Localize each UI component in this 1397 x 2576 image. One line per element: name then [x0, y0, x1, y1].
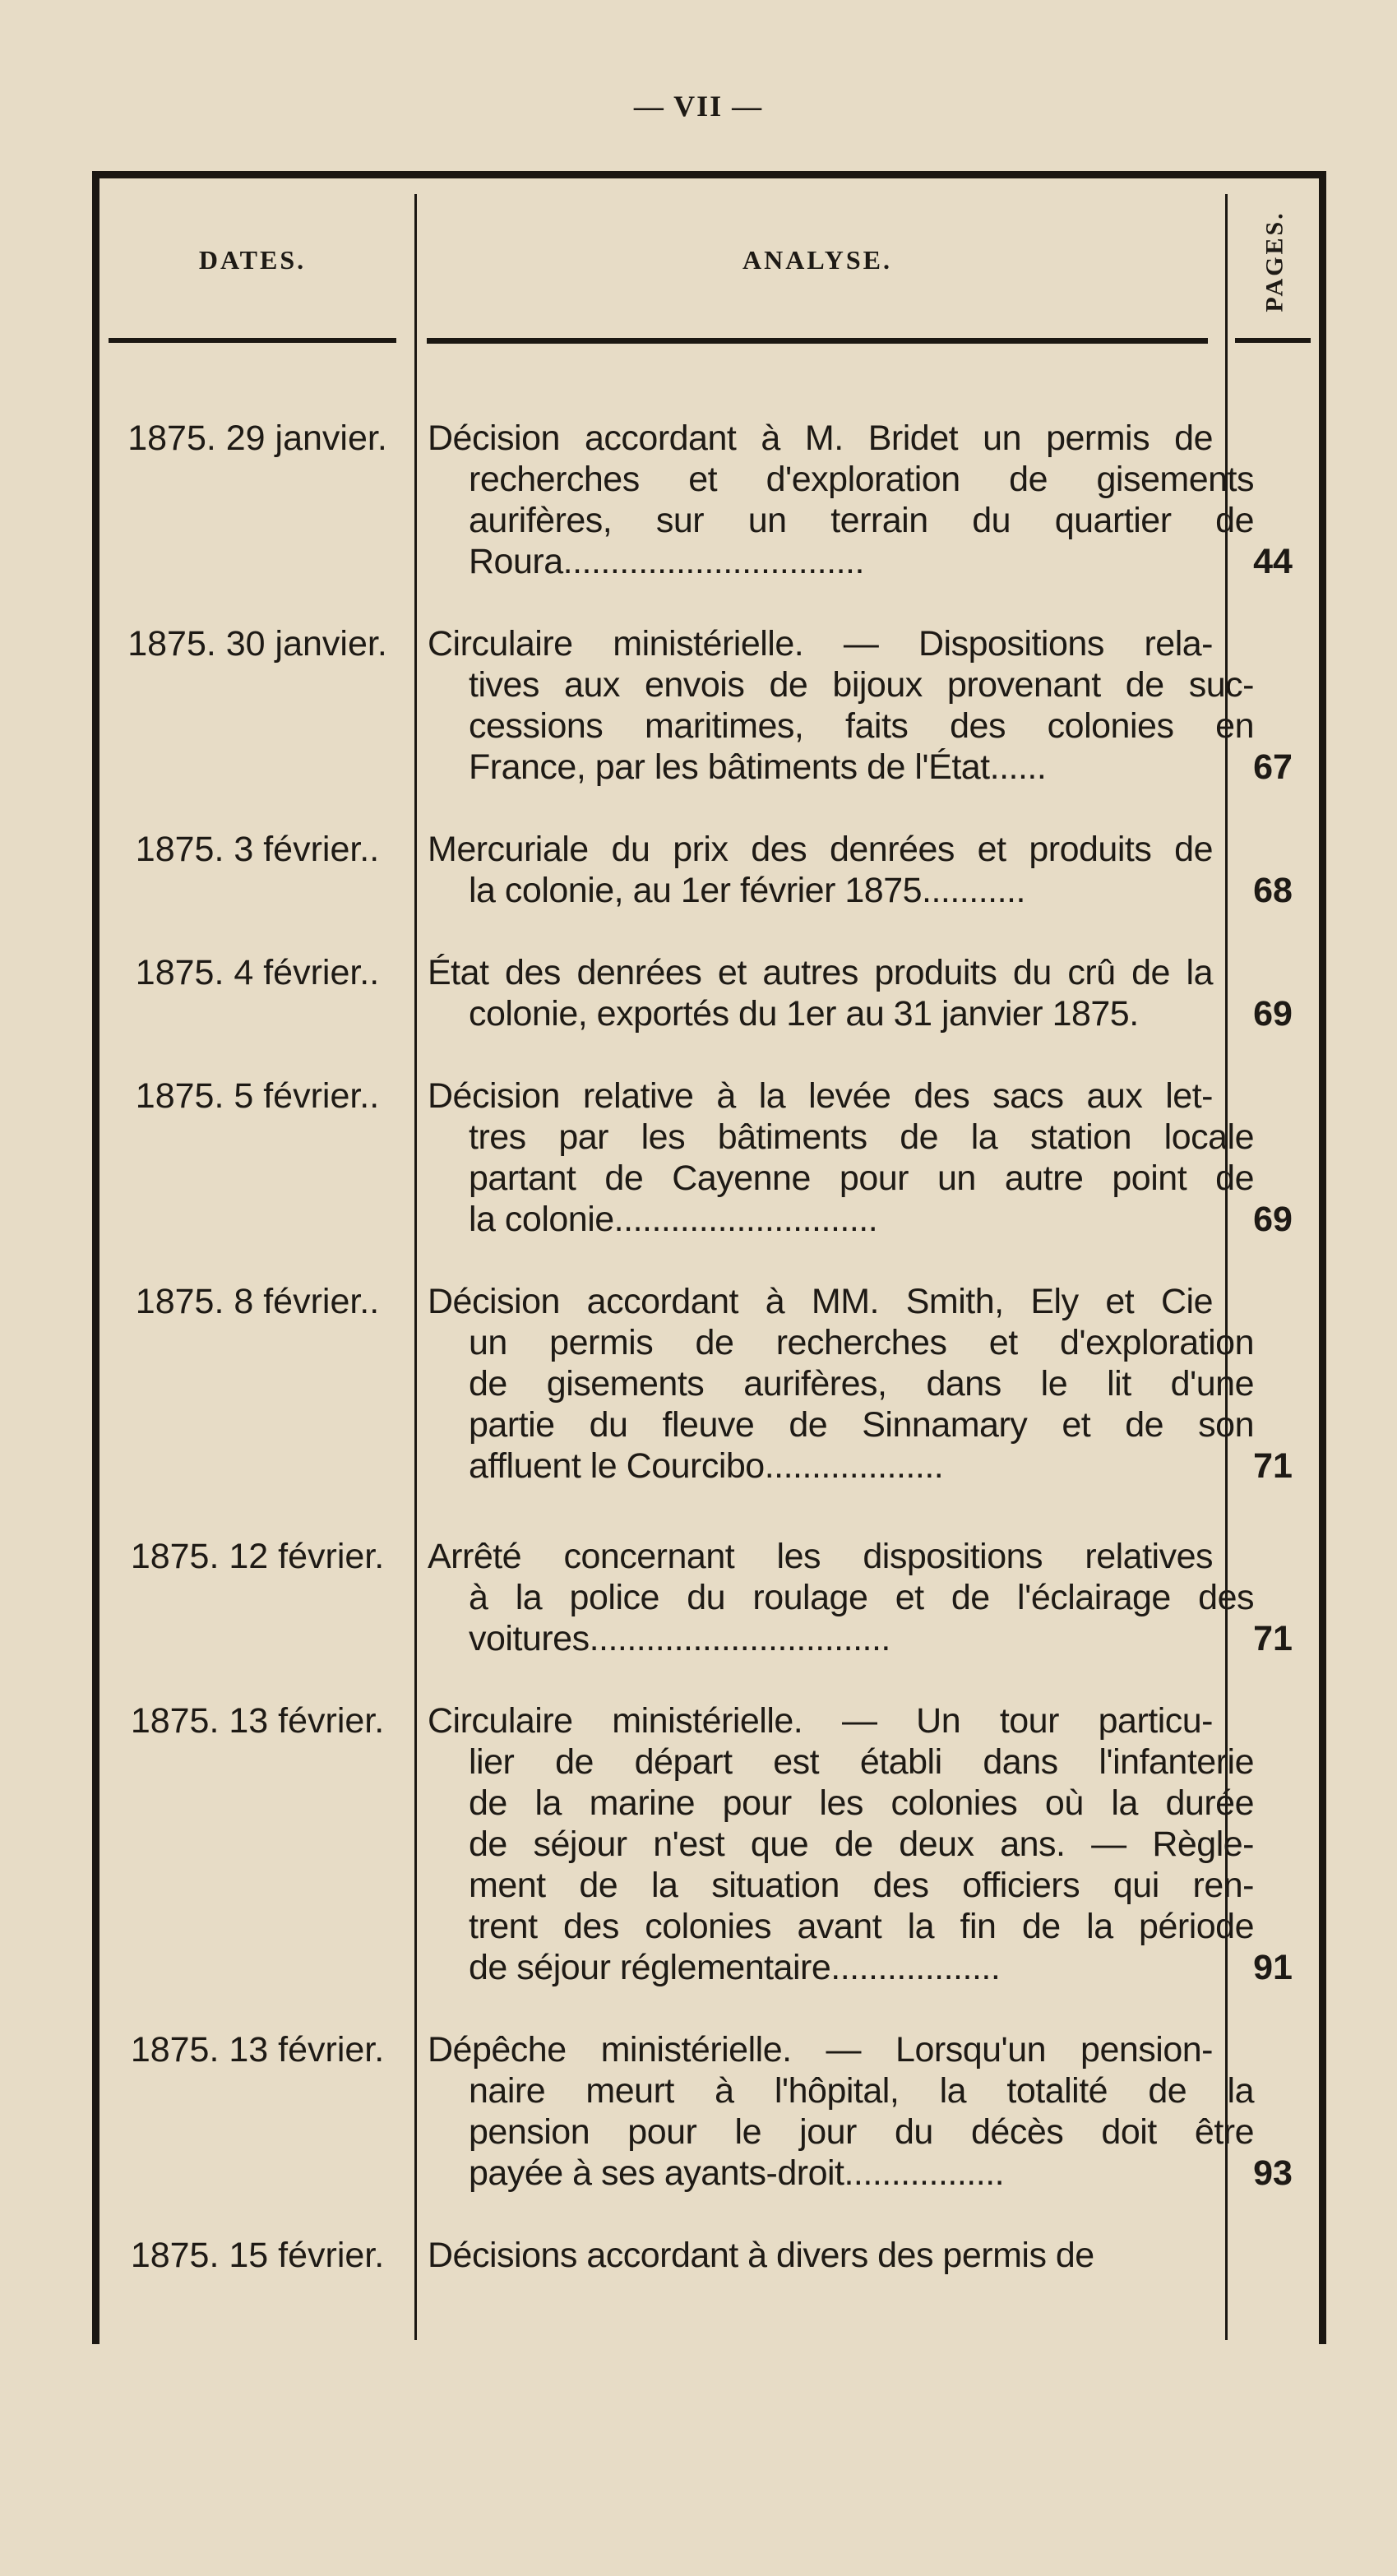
entry-page-number: 67: [1253, 747, 1293, 787]
entry-analysis: [428, 2029, 1254, 2194]
analysis-line: trent des colonies avant la fin de la période: [469, 1907, 1254, 1946]
entry-page-number: 71: [1253, 1619, 1293, 1658]
analysis-line: de séjour réglementaire..................: [469, 1948, 1001, 1987]
analysis-line: la colonie............................: [469, 1200, 878, 1239]
analysis-line: aurifères, sur un terrain du quartier de: [469, 501, 1254, 540]
header-pages-cell: [1238, 196, 1312, 327]
analysis-line: de gisements aurifères, dans le lit d'une: [469, 1364, 1254, 1404]
entry-date: 1875. 5 février..: [135, 1076, 380, 1116]
entry-analysis: [428, 2235, 1213, 2276]
analysis-line: à la police du roulage et de l'éclairage des: [469, 1578, 1254, 1617]
analysis-line: Roura................................: [469, 542, 864, 581]
analysis-line: lier de départ est établi dans l'infanterie: [469, 1742, 1254, 1782]
entry-page-number: 69: [1253, 994, 1293, 1034]
analysis-line: colonie, exportés du 1er au 31 janvier 1875.: [469, 994, 1139, 1034]
analysis-line: ment de la situation des officiers qui ren-: [469, 1866, 1254, 1905]
analysis-line: pension pour le jour du décès doit être: [469, 2112, 1254, 2152]
entry-page-number: 44: [1253, 542, 1293, 581]
header-dates: DATES.: [198, 245, 307, 275]
entry-page-number: 93: [1253, 2153, 1293, 2193]
analysis-line: cessions maritimes, faits des colonies en: [469, 706, 1254, 746]
analysis-line: affluent le Courcibo...................: [469, 1446, 944, 1486]
header-rule-pages: [1235, 338, 1311, 343]
analysis-line: État des denrées et autres produits du crû de la: [428, 953, 1213, 992]
analysis-line: Mercuriale du prix des denrées et produits de: [428, 830, 1213, 869]
analysis-line: voitures................................: [469, 1619, 890, 1658]
entry-page-number: 91: [1253, 1948, 1293, 1987]
entry-date: 1875. 3 février..: [135, 830, 380, 869]
page-number: — VII —: [633, 90, 764, 123]
analysis-line: Circulaire ministérielle. — Un tour particu-: [428, 1701, 1213, 1741]
analysis-line: payée à ses ayants-droit.................: [469, 2153, 1005, 2193]
entry-analysis: [428, 1700, 1254, 1988]
analysis-line: Circulaire ministérielle. — Dispositions rela-: [428, 624, 1213, 664]
analysis-line: Dépêche ministérielle. — Lorsqu'un pension-: [428, 2030, 1213, 2070]
analysis-line: Décision accordant à MM. Smith, Ely et Cie: [428, 1282, 1213, 1321]
entry-date: 1875. 4 février..: [135, 953, 380, 992]
analysis-line: partant de Cayenne pour un autre point de: [469, 1159, 1254, 1198]
entry-date: 1875. 13 février.: [130, 1701, 385, 1741]
entry-page-number: 69: [1253, 1200, 1293, 1239]
analysis-line: Décisions accordant à divers des permis de: [428, 2236, 1094, 2275]
entry-analysis: [428, 1281, 1254, 1487]
entry-date: 1875. 8 février..: [135, 1282, 380, 1321]
table-left-rule: [92, 171, 99, 2344]
entry-analysis: [428, 623, 1254, 788]
entry-date: 1875. 13 février.: [130, 2030, 385, 2070]
analysis-line: Décision accordant à M. Bridet un permis de: [428, 419, 1213, 458]
entry-page-number: 68: [1253, 871, 1293, 910]
entry-analysis: [428, 1075, 1254, 1240]
entry-analysis: [428, 418, 1254, 582]
analysis-line: de la marine pour les colonies où la durée: [469, 1783, 1254, 1823]
analysis-line: tives aux envois de bijoux provenant de suc-: [469, 665, 1254, 705]
header-analyse: ANALYSE.: [742, 245, 892, 275]
entry-analysis: [428, 952, 1213, 1034]
index-table: [92, 171, 1325, 2344]
entry-page-number: 71: [1253, 1446, 1293, 1486]
analysis-line: la colonie, au 1er février 1875...........: [469, 871, 1025, 910]
header-rule-dates: [109, 338, 396, 343]
entry-date: 1875. 29 janvier.: [127, 419, 387, 458]
column-separator-dates: [414, 194, 417, 2340]
table-top-rule: [92, 171, 1325, 178]
analysis-line: partie du fleuve de Sinnamary et de son: [469, 1405, 1254, 1445]
entry-date: 1875. 30 janvier.: [127, 624, 387, 664]
entry-date: 1875. 12 février.: [130, 1537, 385, 1576]
analysis-line: France, par les bâtiments de l'État......: [469, 747, 1047, 787]
analysis-line: de séjour n'est que de deux ans. — Règle-: [469, 1824, 1254, 1864]
entry-analysis: [428, 829, 1213, 911]
analysis-line: Décision relative à la levée des sacs aux let-: [428, 1076, 1213, 1116]
header-rule-analyse: [427, 338, 1208, 344]
analysis-line: tres par les bâtiments de la station locale: [469, 1117, 1254, 1157]
entry-analysis: [428, 1536, 1254, 1659]
table-right-rule: [1319, 171, 1326, 2344]
header-pages: PAGES.: [1261, 210, 1289, 312]
analysis-line: Arrêté concernant les dispositions relatives: [428, 1537, 1213, 1576]
analysis-line: naire meurt à l'hôpital, la totalité de la: [469, 2071, 1254, 2111]
entry-date: 1875. 15 février.: [130, 2236, 385, 2275]
analysis-line: recherches et d'exploration de gisements: [469, 460, 1254, 499]
analysis-line: un permis de recherches et d'exploration: [469, 1323, 1254, 1362]
